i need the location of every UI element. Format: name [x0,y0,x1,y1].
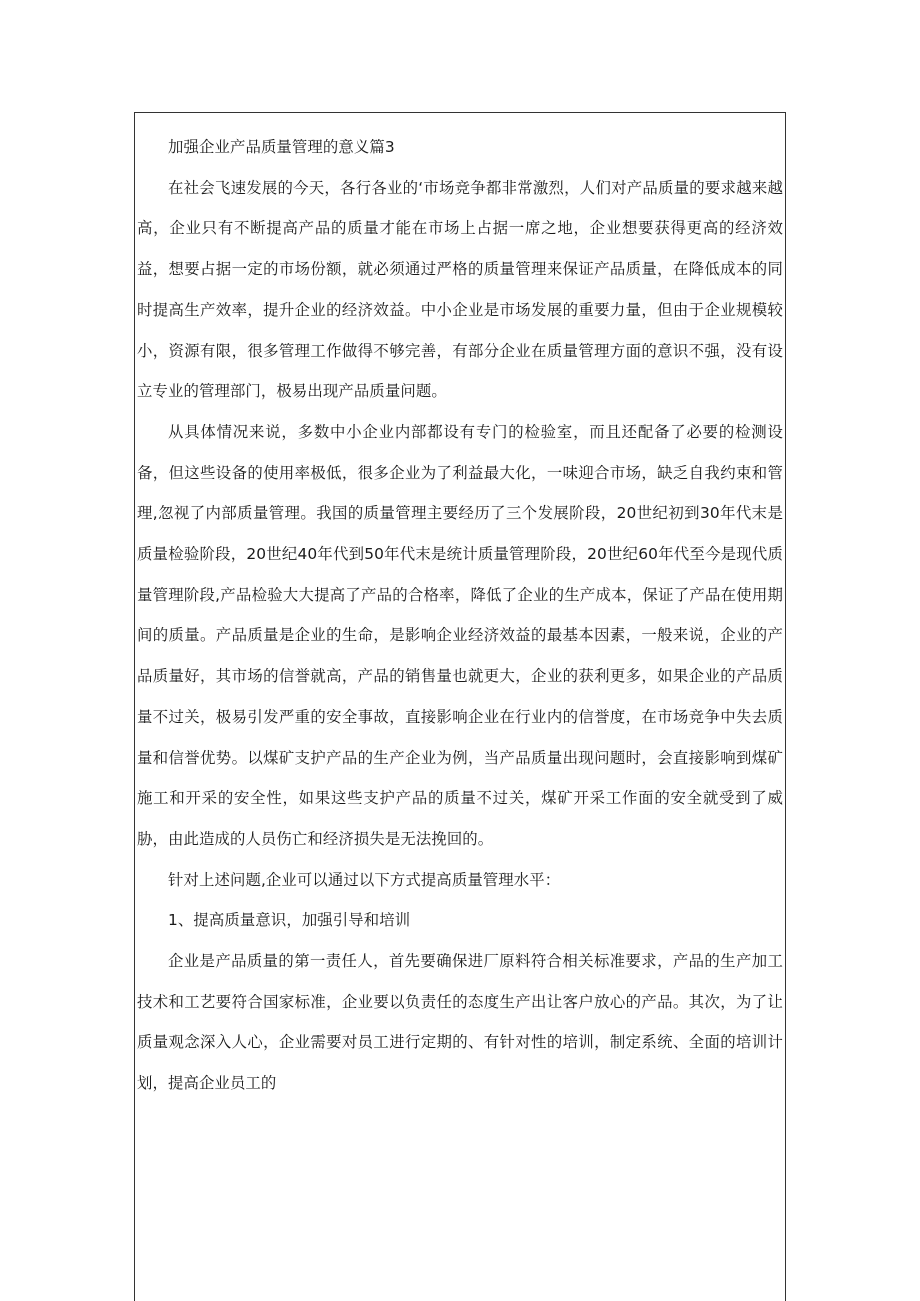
paragraph-intro: 在社会飞速发展的今天，各行各业的‘市场竞争都非常激烈，人们对产品质量的要求越来越高，企业只有不断提高产品的质量才能在市场上占据一席之地，企业想要获得更高的经济效益，想要占据一定的市场份额，就必须通过严格的质量管理来保证产品质量，在降低成本的同时提高生产效率，提升企业的经济效益。中小企业是市场发展的重要力量，但由于企业规模较小，资源有限，很多管理工作做得不够完善，有部分企业在质量管理方面的意识不强，没有设立专业的管理部门，极易出现产品质量问题。 [137,178,783,401]
document-page [134,112,786,1301]
document-title: 加强企业产品质量管理的意义篇3 [168,138,395,156]
section-heading-1: 1、提高质量意识，加强引导和培训 [168,911,411,930]
paragraph-responsibility: 企业是产品质量的第一责任人，首先要确保进厂原料符合相关标准要求，产品的生产加工技术和工艺要符合国家标准，企业要以负责任的态度生产出让客户放心的产品。其次，为了让质量观念深入人心，企业需要对员工进行定期的、有针对性的培训，制定系统、全面的培训计划，提高企业员工的 [137,952,783,1093]
document-body [137,127,783,1104]
paragraph-history: 从具体情况来说，多数中小企业内部都设有专门的检验室，而且还配备了必要的检测设备，但这些设备的使用率极低，很多企业为了利益最大化，一味迎合市场，缺乏自我约束和管理,忽视了内部质量管理。我国的质量管理主要经历了三个发展阶段，20世纪初到30年代末是质量检验阶段，20世纪40年代到50年代末是统计质量管理阶段，20世纪60年代至今是现代质量管理阶段,产品检验大大提高了产品的合格率，降低了企业的生产成本，保证了产品在使用期间的质量。产品质量是企业的生命，是影响企业经济效益的最基本因素，一般来说，企业的产品质量好，其市场的信誉就高，产品的销售量也就更大，企业的获利更多，如果企业的产品质量不过关，极易引发严重的安全事故，直接影响企业在行业内的信誉度，在市场竞争中失去质量和信誉优势。以煤矿支护产品的生产企业为例，当产品质量出现问题时，会直接影响到煤矿施工和开采的安全性，如果这些支护产品的质量不过关，煤矿开采工作面的安全就受到了威胁，由此造成的人员伤亡和经济损失是无法挽回的。 [137,422,783,848]
paragraph-measures-lead: 针对上述问题,企业可以通过以下方式提高质量管理水平： [168,870,561,889]
